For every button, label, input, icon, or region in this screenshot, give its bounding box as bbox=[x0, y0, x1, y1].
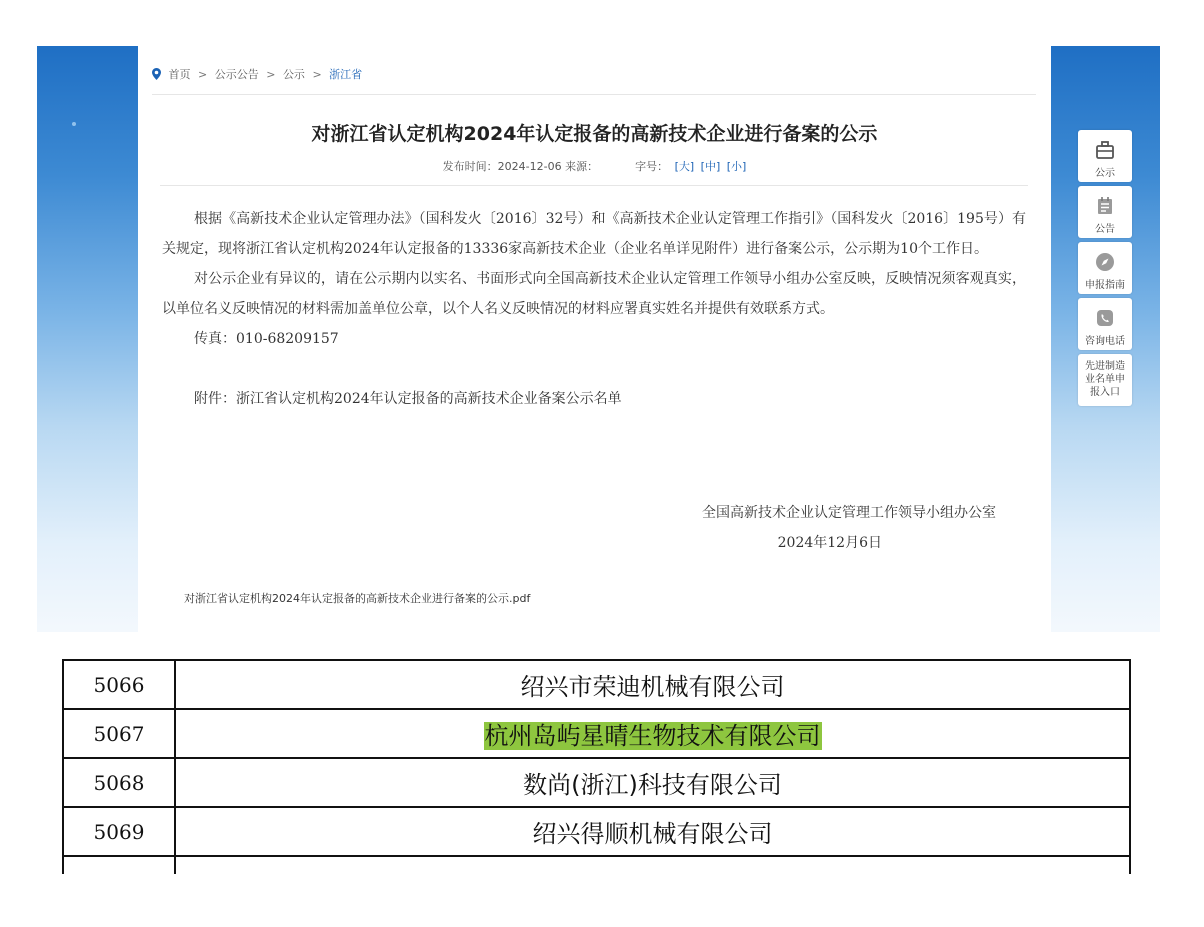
table-row bbox=[63, 758, 1130, 807]
row-number: 5069 bbox=[63, 807, 175, 856]
row-number: 5066 bbox=[63, 660, 175, 709]
company-name: 绍兴市荣迪机械有限公司 bbox=[175, 660, 1130, 709]
publish-info: 发布时间：2024-12-06 来源： bbox=[442, 160, 599, 173]
table-row bbox=[63, 660, 1130, 709]
location-pin-icon bbox=[152, 68, 161, 83]
sidebar-item-publicity[interactable] bbox=[1078, 130, 1132, 182]
sidebar-item-label: 咨询电话 bbox=[1085, 336, 1125, 347]
signature-date: 2024年12月6日 bbox=[777, 535, 882, 551]
breadcrumb-separator: > bbox=[198, 68, 208, 81]
pdf-attachment-link[interactable]: 对浙江省认定机构2024年认定报备的高新技术企业进行备案的公示.pdf bbox=[184, 592, 531, 605]
body-paragraph: 根据《高新技术企业认定管理办法》（国科发火〔2016〕32号）和《高新技术企业认定管理工作指引》（国科发火〔2016〕195号）有关规定，现将浙江省认定机构2024年认定报备的13336家高新技术企业（企业名单详见附件）进行备案公示，公示期为10个工作日。 bbox=[162, 211, 1026, 257]
article-meta bbox=[138, 158, 1051, 174]
sidebar-item-label: 申报指南 bbox=[1085, 280, 1125, 291]
table-row-cutoff bbox=[63, 856, 1130, 874]
breadcrumb bbox=[152, 66, 362, 83]
briefcase-icon bbox=[1093, 138, 1117, 162]
body-paragraph: 对公示企业有异议的，请在公示期内以实名、书面形式向全国高新技术企业认定管理工作领导小组办公室反映，反映情况须客观真实，以单位名义反映情况的材料需加盖单位公章，以个人名义反映情况的材料应署真实姓名并提供有效联系方式。 bbox=[162, 271, 1026, 317]
breadcrumb-separator: > bbox=[312, 68, 322, 81]
company-name: 数尚(浙江)科技有限公司 bbox=[175, 758, 1130, 807]
fax-line: 传真：010-68209157 bbox=[194, 331, 339, 347]
company-list-table bbox=[62, 659, 1131, 874]
breadcrumb-home[interactable]: 首页 bbox=[168, 68, 191, 81]
sidebar-item-notice[interactable] bbox=[1078, 186, 1132, 238]
sidebar-item-phone[interactable] bbox=[1078, 298, 1132, 350]
signature-block bbox=[138, 498, 996, 558]
sidebar-item-manufacturing-entry[interactable] bbox=[1078, 354, 1132, 406]
attachment-line: 附件：浙江省认定机构2024年认定报备的高新技术企业备案公示名单 bbox=[194, 391, 622, 407]
sidebar-item-guide[interactable] bbox=[1078, 242, 1132, 294]
webpage-screenshot bbox=[37, 46, 1160, 632]
article-panel bbox=[138, 46, 1051, 632]
font-size-small-link[interactable]: [小] bbox=[726, 160, 747, 173]
divider bbox=[160, 185, 1028, 186]
divider bbox=[152, 94, 1036, 95]
table-row bbox=[63, 807, 1130, 856]
sidebar-item-label: 先进制造 业名单申 报入口 bbox=[1085, 361, 1125, 398]
company-name: 绍兴得顺机械有限公司 bbox=[175, 807, 1130, 856]
font-size-large-link[interactable]: [大] bbox=[674, 160, 695, 173]
compass-icon bbox=[1093, 250, 1117, 274]
sidebar-item-label: 公告 bbox=[1095, 224, 1115, 235]
background-sparkle bbox=[72, 122, 76, 126]
font-size-label: 字号： bbox=[635, 160, 669, 173]
highlight-mark: 杭州岛屿星晴生物技术有限公司 bbox=[484, 722, 821, 750]
page-title: 对浙江省认定机构2024年认定报备的高新技术企业进行备案的公示 bbox=[311, 123, 878, 145]
sidebar-item-label: 公示 bbox=[1095, 168, 1115, 179]
row-number: 5068 bbox=[63, 758, 175, 807]
row-number: 5067 bbox=[63, 709, 175, 758]
breadcrumb-publicity[interactable]: 公示 bbox=[282, 68, 305, 81]
signature-org: 全国高新技术企业认定管理工作领导小组办公室 bbox=[702, 505, 996, 521]
notice-board-icon bbox=[1093, 194, 1117, 218]
article-body bbox=[162, 204, 1026, 414]
company-name-highlighted bbox=[175, 709, 1130, 758]
table-row bbox=[63, 709, 1130, 758]
breadcrumb-separator: > bbox=[266, 68, 276, 81]
font-size-medium-link[interactable]: [中] bbox=[700, 160, 721, 173]
breadcrumb-current[interactable]: 浙江省 bbox=[329, 68, 363, 81]
breadcrumb-announcements[interactable]: 公示公告 bbox=[214, 68, 259, 81]
phone-icon bbox=[1093, 306, 1117, 330]
side-toolbar bbox=[1078, 130, 1132, 410]
